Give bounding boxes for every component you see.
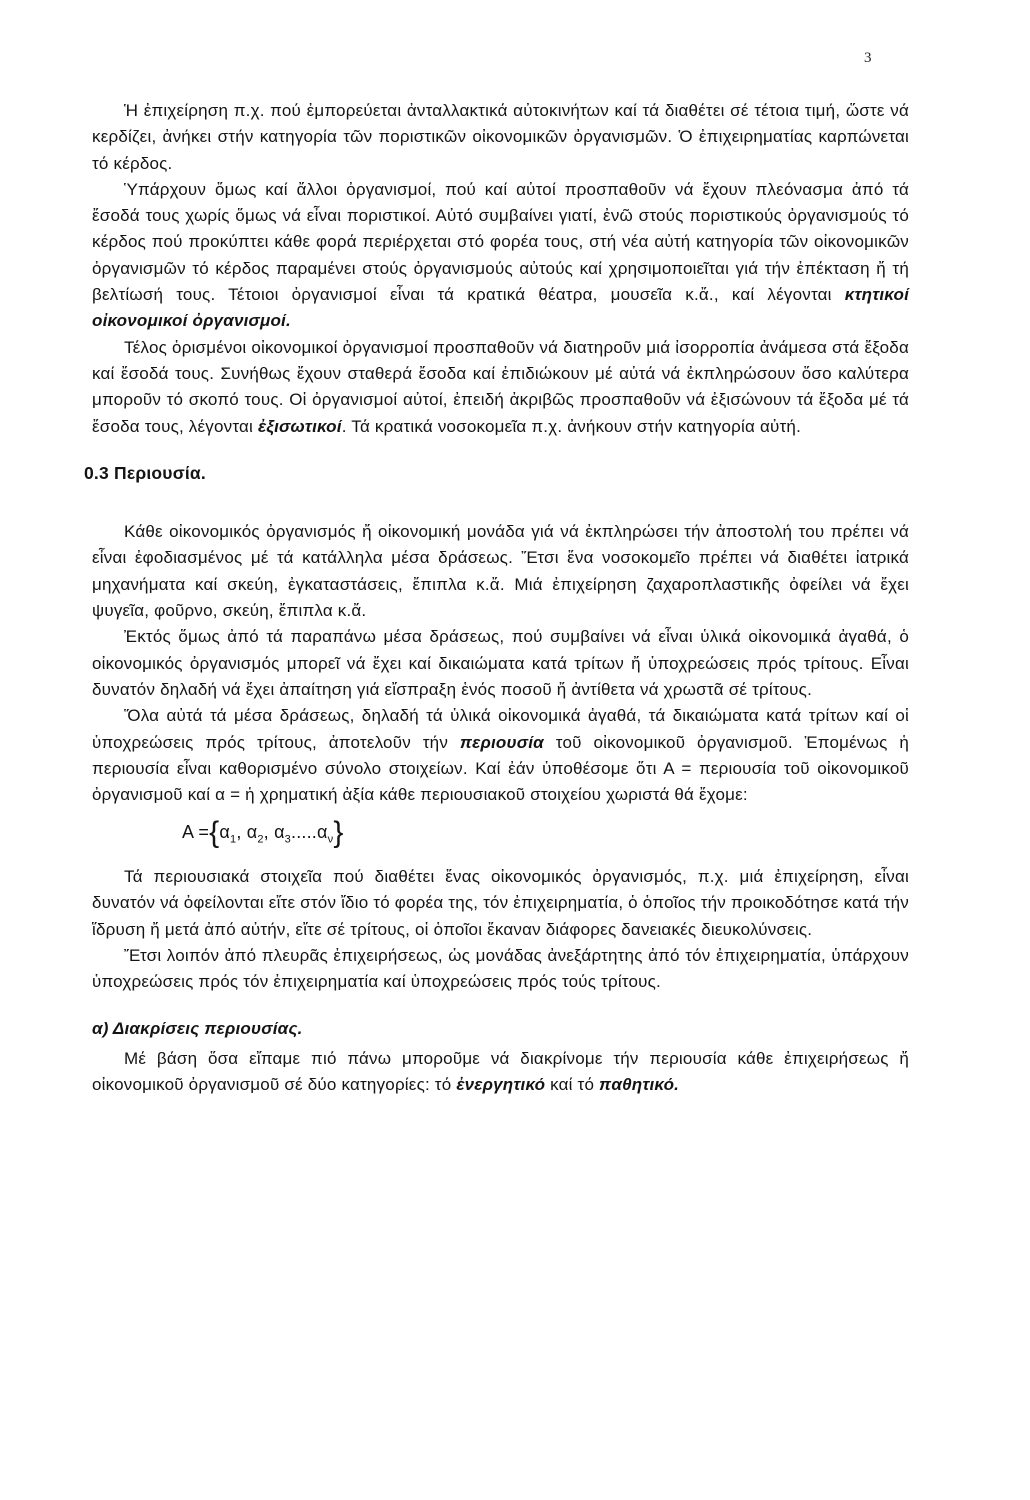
paragraph-1: Ἡ ἐπιχείρηση π.χ. πού ἐμπορεύεται ἀνταλλακτικά αὐτοκινήτων καί τά διαθέτει σέ τέτοια τιμή, ὥστε νά κερδίζει, ἀνήκει στήν κατηγορία τῶν ποριστικῶν οἰκονομικῶν ὀργανισμῶν. Ὁ ἐπιχειρηματίας καρπώνεται τό κέρδος. xyxy=(92,101,909,173)
paragraph-6-after: τοῦ οἰκονομικοῦ ὀργανισμοῦ. Ἑπομένως ἡ περιουσία εἶναι καθορισμένο σύνολο στοιχείων. Καί ἐάν ὑποθέσομε ὅτι Α = περιουσία τοῦ οἰκονομικοῦ ὀργανισμοῦ καί α = ἡ χρηματική ἀξία κάθε περιουσιακοῦ στοιχείου χωριστά θά ἔχομε: xyxy=(92,732,909,805)
paragraph-9 xyxy=(92,1046,909,1099)
formula-sub-2: 2 xyxy=(257,834,264,847)
section-heading: 0.3 Περιουσία. xyxy=(84,462,206,483)
formula-dots: ..... xyxy=(291,822,318,843)
formula-equals: = xyxy=(198,822,210,843)
formula-sub-n: ν xyxy=(327,834,334,847)
paragraph-7: Τά περιουσιακά στοιχεῖα πού διαθέτει ἕνας οἰκονομικός ὀργανισμός, π.χ. μιά ἐπιχείρηση, εἶναι δυνατόν νά ὀφείλονται εἴτε στόν ἴδιο τό φορέα της, τόν ἐπιχειρηματία, ὁ ὁποῖος τήν προικοδότησε κατά τήν ἵδρυση ἤ μετά ἀπό αὐτήν, εἴτε σέ τρίτους, οἱ ὁποῖοι ἔκαναν διάφορες δανειακές διευκολύνσεις. xyxy=(92,867,909,939)
formula xyxy=(182,816,909,856)
formula-lhs: A xyxy=(182,822,194,843)
formula-sub-3: 3 xyxy=(284,834,291,847)
paragraph-4: Κάθε οἰκονομικός ὀργανισμός ἤ οἰκονομική μονάδα γιά νά ἐκπληρώσει τήν ἀποστολή του πρέπει νά εἶναι ἐφοδιασμένος μέ τά κατάλληλα μέσα δράσεως. Ἔτσι ἕνα νοσοκομεῖο πρέπει νά διαθέτει ἰατρικά μηχανήματα καί σκεύη, ἐγκαταστάσεις, ἔπιπλα κ.ἄ. Μιά ἐπιχείρηση ζαχαροπλαστικῆς ὀφείλει νά ἔχει ψυγεῖα, φοῦρνο, σκεύη, ἔπιπλα κ.ἄ. xyxy=(92,522,909,621)
paragraph-6-text: Ὅλα αὐτά τά μέσα δράσεως, δηλαδή τά ὑλικά οἰκονομικά ἀγαθά, τά δικαιώματα κατά τρίτων καί οἱ ὑποχρεώσεις πρός τρίτους, ἀποτελοῦν τήν xyxy=(92,706,909,752)
paragraph-3-text: Τέλος ὁρισμένοι οἰκονομικοί ὀργανισμοί προσπαθοῦν νά διατηροῦν μιά ἰσορροπία ἀνάμεσα στά ἔξοδα καί ἔσοδά τους. Συνήθως ἔχουν σταθερά ἔσοδα καί ἐπιδιώκουν μέ αὐτά νά ἐκπληρώσουν ὅσο καλύτερα μποροῦν τό σκοπό τους. Οἱ ὀργανισμοί αὐτοί, ἐπειδή ἀκριβῶς προσπαθοῦν νά ἐξισώνουν τά ἔξοδα μέ τά ἔσοδα τους, λέγονται xyxy=(92,337,909,436)
paragraph-3 xyxy=(92,335,909,440)
term-exisotikoi: ἐξισωτικοί xyxy=(257,416,342,436)
formula-sub-1: 1 xyxy=(229,834,237,847)
formula-sep-2: , xyxy=(263,822,275,843)
document-body xyxy=(84,98,909,1098)
paragraph-2 xyxy=(92,177,909,335)
page-number: 3 xyxy=(864,50,872,66)
paragraph-8: Ἔτσι λοιπόν ἀπό πλευρᾶς ἐπιχειρήσεως, ὡς μονάδας ἀνεξάρτητης ἀπό τόν ἐπιχειρηματία, ὑπάρχουν ὑποχρεώσεις πρός τόν ἐπιχειρηματία καί ὑποχρεώσεις πρός τούς τρίτους. xyxy=(92,945,909,992)
paragraph-6 xyxy=(92,703,909,808)
formula-sep-1: , xyxy=(236,822,247,843)
formula-a3: α xyxy=(274,822,285,843)
paragraph-3-after: . Τά κρατικά νοσοκομεῖα π.χ. ἀνήκουν στήν κατηγορία αὐτή. xyxy=(341,416,801,436)
formula-an: α xyxy=(317,822,328,843)
paragraph-9-text: Μέ βάση ὅσα εἴπαμε πιό πάνω μποροῦμε νά διακρίνομε τήν περιουσία κάθε ἐπιχειρήσεως ἤ οἰκονομικοῦ ὀργανισμοῦ σέ δύο κατηγορίες: τό xyxy=(92,1048,909,1095)
paragraph-2-text: Ὑπάρχουν ὅμως καί ἄλλοι ὀργανισμοί, πού καί αὐτοί προσπαθοῦν νά ἔχουν πλεόνασμα ἀπό τά ἔσοδά τους χωρίς ὅμως νά εἶναι ποριστικοί. Αὐτό συμβαίνει γιατί, ἐνῶ στούς ποριστικούς ὀργανισμούς τό κέρδος πού προκύπτει κάθε φορά περιέρχεται στό φορέα τους, στή νέα αὐτή κατηγορία τῶν οἰκονομικῶν ὀργανισμῶν τό κέρδος παραμένει στούς ὀργανισμούς αὐτούς καί χρησιμοποιεῖται γιά τήν ἐπέκταση ἤ τή βελτίωσή τους. Τέτοιοι ὀργανισμοί εἶναι τά κρατικά θέατρα, μουσεῖα κ.ἄ., καί λέγονται xyxy=(92,179,909,305)
paragraph-5: Ἐκτός ὅμως ἀπό τά παραπάνω μέσα δράσεως, πού συμβαίνει νά εἶναι ὑλικά οἰκονομικά ἀγαθά, ὁ οἰκονομικός ὀργανισμός μπορεῖ νά ἔχει καί δικαιώματα κατά τρίτων ἤ ὑποχρεώσεις πρός τρίτους. Εἶναι δυνατόν δηλαδή νά ἔχει ἀπαίτηση γιά εἴσπραξη ἑνός ποσοῦ ἤ ἀντίθετα νά χρωστᾶ σέ τρίτους. xyxy=(92,627,909,699)
term-periousia: περιουσία xyxy=(459,732,544,752)
term-ktitikoi: κτητικοί οἰκονομικοί ὀργανισμοί. xyxy=(92,285,909,331)
paragraph-9-mid: καί τό xyxy=(545,1075,600,1095)
formula-close-brace: } xyxy=(333,816,344,850)
term-pathitiko: παθητικό. xyxy=(599,1075,680,1095)
formula-open-brace: { xyxy=(209,816,220,850)
formula-a2: α xyxy=(246,822,258,843)
term-energitiko: ἐνεργητικό xyxy=(456,1075,546,1095)
formula-a1: α xyxy=(219,822,230,843)
sub-heading: α) Διακρίσεις περιουσίας. xyxy=(92,1018,303,1038)
